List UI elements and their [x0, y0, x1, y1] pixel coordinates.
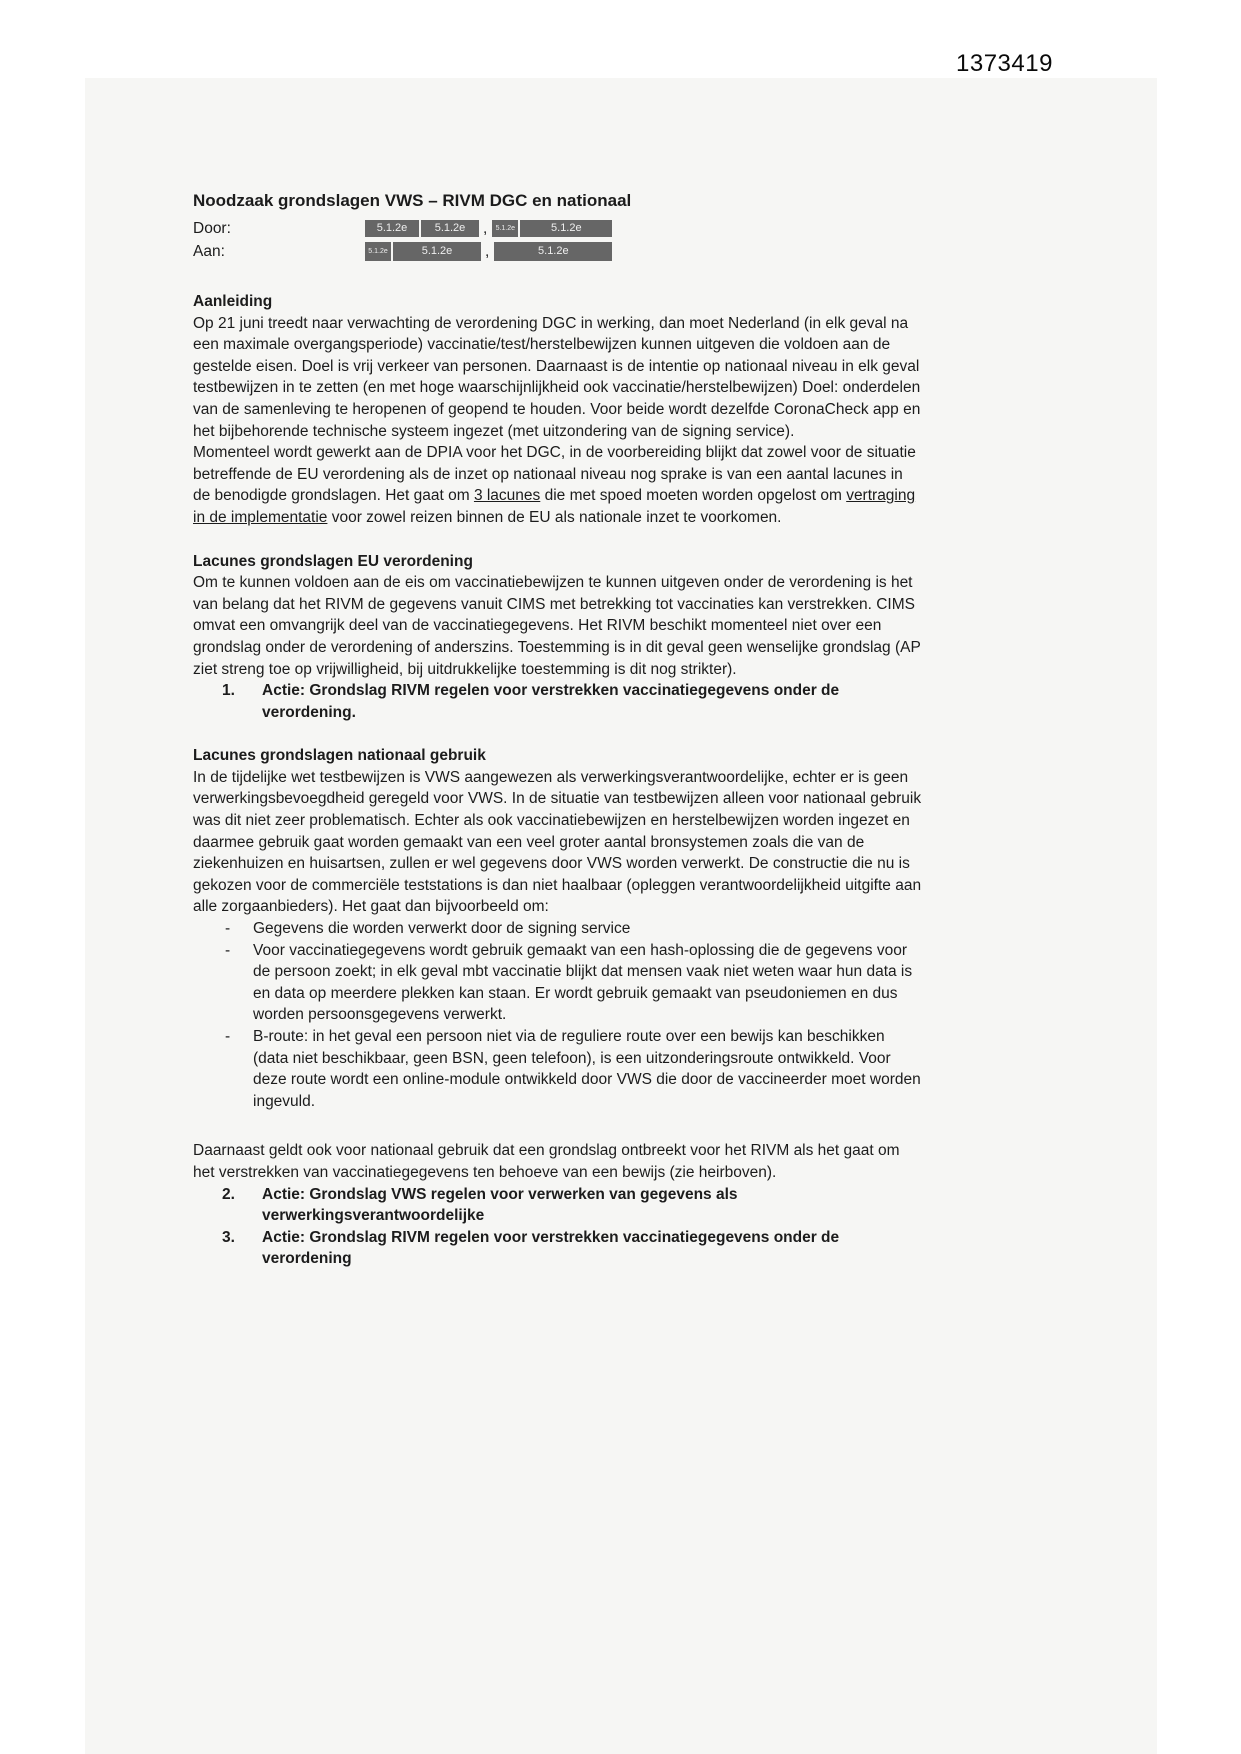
action-number: 3. — [222, 1228, 235, 1246]
bullet-marker: - — [225, 920, 231, 938]
action-item — [222, 1184, 923, 1227]
redaction-box: 5.1.2e — [494, 242, 612, 261]
redaction-box: 5.1.2e — [393, 242, 481, 261]
bullet-text: B-route: in het geval een persoon niet via de reguliere route over een bewijs kan beschikken (data niet beschikbaar, geen BSN, geen telefoon), is een uitzonderingsroute ontwikkeld. Voor deze route wordt een online-module ontwikkeld door VWS die door de vaccineerder moet worden ingevuld. — [253, 1028, 921, 1110]
redaction-separator: , — [483, 219, 488, 237]
redaction-separator: , — [485, 242, 490, 260]
door-label: Door: — [193, 219, 231, 237]
paragraph-text: voor zowel reizen binnen de EU als nationale inzet te voorkomen. — [327, 508, 782, 526]
paragraph — [193, 442, 923, 528]
document-number: 1373419 — [956, 50, 1053, 77]
aan-row — [193, 240, 923, 263]
paragraph: Op 21 juni treedt naar verwachting de verordening DGC in werking, dan moet Nederland (in elk geval na een maximale overgangsperiode) vaccinatie/test/herstelbewijzen kunnen uitgeven die voldoen aan de gestelde eisen. Doel is vrij verkeer van personen. Daarnaast is de intentie op nationaal niveau in elk geval testbewijzen in te zetten (en met hoge waarschijnlijkheid ook vaccinatie/herstelbewijzen) Doel: onderdelen van de samenleving te heropenen of geopend te houden. Voor beide wordt dezelfde CoronaCheck app en het bijbehorende technische systeem ingezet (met uitzondering van de signing service). — [193, 314, 921, 440]
redaction-box: 5.1.2e — [421, 220, 479, 237]
section-heading: Lacunes grondslagen nationaal gebruik — [193, 747, 486, 765]
section-heading: Lacunes grondslagen EU verordening — [193, 552, 473, 570]
redaction-box: 5.1.2e — [365, 220, 419, 237]
door-redactions — [365, 218, 614, 240]
redaction-box: 5.1.2e — [520, 220, 612, 237]
redaction-box: 5.1.2e — [365, 242, 391, 261]
list-item — [225, 918, 923, 940]
door-row — [193, 217, 923, 240]
paragraph: In de tijdelijke wet testbewijzen is VWS aangewezen als verwerkingsverantwoordelijke, echter er is geen verwerkingsbevoegdheid geregeld voor VWS. In de situatie van testbewijzen alleen voor nationaal gebruik was dit niet zeer problematisch. Echter als ook vaccinatiebewijzen en herstelbewijzen worden ingezet en daarmee gebruik gaat worden gemaakt van een veel groter aantal bronsystemen zoals die van de ziekenhuizen en huisartsen, zullen er wel gegevens door VWS worden verwerkt. De constructie die nu is gekozen voor de commerciële teststations is dan niet haalbaar (opleggen verantwoordelijkheid uitgifte aan alle zorgaanbieders). Het gaat dan bijvoorbeeld om: — [193, 768, 922, 916]
document-title: Noodzaak grondslagen VWS – RIVM DGC en nationaal — [193, 191, 632, 210]
action-item — [222, 1227, 923, 1270]
aan-redactions — [365, 241, 614, 263]
action-text: Actie: Grondslag RIVM regelen voor verstrekken vaccinatiegegevens onder de verordening. — [262, 682, 840, 721]
action-text: Actie: Grondslag RIVM regelen voor verstrekken vaccinatiegegevens onder de verordening — [262, 1228, 840, 1268]
action-item — [222, 680, 923, 723]
section-eu-verordening — [193, 551, 923, 724]
section-nationaal-gebruik — [193, 745, 923, 1270]
paragraph: Om te kunnen voldoen aan de eis om vaccinatiebewijzen te kunnen uitgeven onder de verordening is het van belang dat het RIVM de gegevens vanuit CIMS met betrekking tot vaccinaties kan verstrekken. CIMS omvat een omvangrijk deel van de vaccinatiegegevens. Het RIVM beschikt momenteel niet over een grondslag onder de verordening of anderszins. Toestemming is in dit geval geen wenselijke grondslag (AP ziet streng toe op vrijwilligheid, bij uitdrukkelijke toestemming is dit nog strikter). — [193, 574, 921, 678]
bullet-marker: - — [225, 941, 231, 959]
underlined-text: vertraging in de implementatie — [193, 487, 916, 526]
document-content — [193, 190, 923, 1270]
section-aanleiding — [193, 291, 923, 529]
list-item — [225, 940, 923, 1026]
action-number: 2. — [222, 1185, 235, 1203]
paragraph-text: die met spoed moeten worden opgelost om — [540, 487, 847, 505]
redaction-box: 5.1.2e — [492, 220, 518, 237]
bullet-marker: - — [225, 1028, 231, 1045]
bullet-text: Voor vaccinatiegegevens wordt gebruik gemaakt van een hash-oplossing die de gegevens voor de persoon zoekt; in elk geval mbt vaccinatie blijkt dat mensen vaak niet weten waar hun data is en data op meerdere plekken kan staan. Er wordt gebruik gemaakt van pseudoniemen en dus worden persoonsgegevens verwerkt. — [253, 941, 913, 1024]
paragraph: Daarnaast geldt ook voor nationaal gebruik dat een grondslag ontbreekt voor het RIVM als het gaat om het verstrekken van vaccinatiegegevens ten behoeve van een bewijs (zie heirboven). — [193, 1142, 900, 1181]
underlined-text: 3 lacunes — [473, 487, 541, 505]
paragraph-text: Momenteel wordt gewerkt aan de DPIA voor het DGC, in de voorbereiding blijkt dat zowel voor de situatie betreffende de EU verordening als de inzet op nationaal niveau nog sprake is van een aantal lacunes in de benodigde grondslagen. Het gaat om — [193, 444, 916, 505]
list-item — [225, 1026, 923, 1112]
action-text: Actie: Grondslag VWS regelen voor verwerken van gegevens als verwerkingsverantwoordelijke — [262, 1185, 738, 1225]
bullet-text: Gegevens die worden verwerkt door de signing service — [253, 920, 631, 938]
section-heading: Aanleiding — [193, 293, 273, 310]
aan-label: Aan: — [193, 242, 225, 260]
action-number: 1. — [222, 682, 235, 700]
